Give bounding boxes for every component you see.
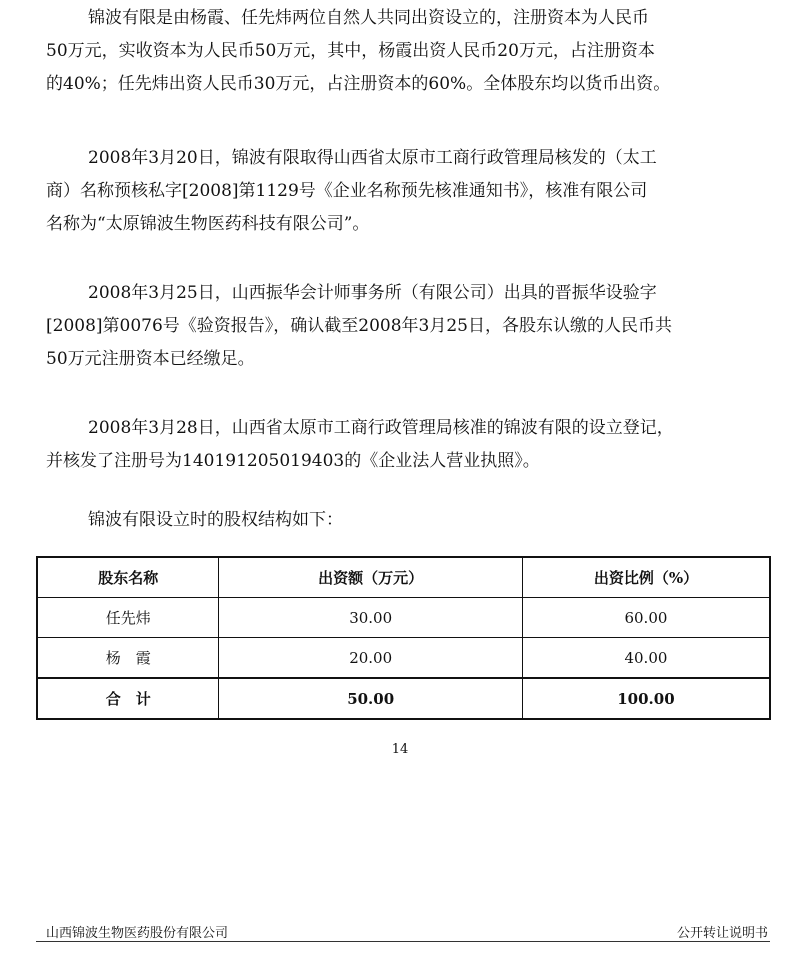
paragraph-capital-verification (46, 277, 768, 376)
text-line: [2008]第0076号《验资报告》，确认截至2008年3月25日，各股东认缴的人民币共 (46, 316, 673, 336)
text-line: 名称为“太原锦波生物医药科技有限公司”。 (46, 214, 370, 234)
cell-amount: 20.00 (219, 638, 522, 679)
column-header-ratio: 出资比例（%） (522, 557, 770, 598)
footer-company-name: 山西锦波生物医药股份有限公司 (46, 926, 229, 941)
text-line: 50万元，实收资本为人民币50万元，其中，杨霞出资人民币20万元，占注册资本 (46, 41, 655, 61)
equity-structure-table (36, 556, 771, 720)
paragraph-registration (46, 412, 768, 478)
cell-total-label: 合 计 (37, 678, 219, 719)
cell-total-amount: 50.00 (219, 678, 522, 719)
text-line: 2008年3月25日，山西振华会计师事务所（有限公司）出具的晋振华设验字 (88, 283, 657, 303)
cell-total-ratio: 100.00 (522, 678, 770, 719)
text-line: 并核发了注册号为140191205019403的《企业法人营业执照》。 (46, 451, 540, 471)
column-header-shareholder: 股东名称 (37, 557, 219, 598)
cell-ratio: 60.00 (522, 598, 770, 638)
text-line: 2008年3月28日，山西省太原市工商行政管理局核准的锦波有限的设立登记， (88, 418, 674, 438)
page-number: 14 (391, 742, 409, 757)
paragraph-name-approval (46, 142, 768, 241)
table-header-row (37, 557, 770, 598)
table-total-row (37, 678, 770, 719)
footer-divider (36, 941, 770, 942)
column-header-amount: 出资额（万元） (219, 557, 522, 598)
text-line: 2008年3月20日，锦波有限取得山西省太原市工商行政管理局核发的（太工 (88, 148, 657, 168)
paragraph-table-intro (46, 504, 768, 537)
text-line: 商）名称预核私字[2008]第1129号《企业名称预先核准通知书》，核准有限公司 (46, 181, 648, 201)
text-line: 锦波有限是由杨霞、任先炜两位自然人共同出资设立的，注册资本为人民币 (88, 8, 649, 28)
text-line: 的40%；任先炜出资人民币30万元，占注册资本的60%。全体股东均以货币出资。 (46, 74, 671, 94)
cell-ratio: 40.00 (522, 638, 770, 679)
paragraph-shareholder-capital (46, 2, 768, 101)
table-row (37, 638, 770, 679)
table-row (37, 598, 770, 638)
text-line: 锦波有限设立时的股权结构如下： (88, 510, 343, 530)
cell-amount: 30.00 (219, 598, 522, 638)
cell-shareholder: 任先炜 (37, 598, 219, 638)
footer-document-title: 公开转让说明书 (676, 926, 768, 941)
text-line: 50万元注册资本已经缴足。 (46, 349, 255, 369)
cell-shareholder: 杨 霞 (37, 638, 219, 679)
